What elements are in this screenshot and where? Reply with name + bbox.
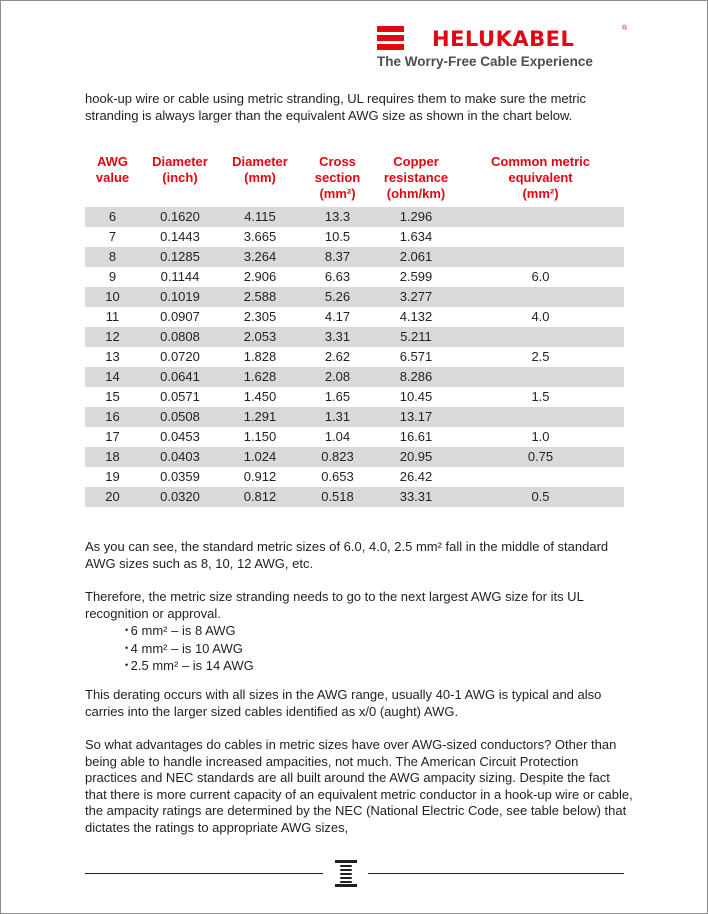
table-cell: 8: [85, 247, 140, 267]
table-cell: 0.823: [300, 447, 375, 467]
table-cell: 16: [85, 407, 140, 427]
footer-divider-right: [368, 873, 624, 874]
table-cell: 8.37: [300, 247, 375, 267]
table-cell: [457, 367, 624, 387]
table-cell: 0.0359: [140, 467, 220, 487]
table-cell: 2.08: [300, 367, 375, 387]
header-text: resistance: [383, 170, 449, 185]
table-cell: 1.450: [220, 387, 300, 407]
table-cell: 2.62: [300, 347, 375, 367]
table-cell: 0.0808: [140, 327, 220, 347]
logo-mark-icon: [377, 26, 404, 51]
table-cell: 0.0508: [140, 407, 220, 427]
table-cell: 10: [85, 287, 140, 307]
table-cell: 9: [85, 267, 140, 287]
header-text: (mm²): [319, 186, 356, 201]
header-text: AWG: [96, 154, 129, 169]
table-cell: 14: [85, 367, 140, 387]
derating-paragraph: This derating occurs with all sizes in the AWG range, usually 40-1 AWG is typical and also carries into the larger sized cables identified as x/0 (aught) AWG.: [85, 687, 602, 719]
header-text: Cross: [319, 154, 356, 169]
table-header-cell: [457, 154, 624, 207]
table-cell: 0.1443: [140, 227, 220, 247]
therefore-paragraph: Therefore, the metric size stranding needs to go to the next largest AWG size for its UL recognition or approval.: [85, 589, 584, 621]
table-header-row: [85, 154, 624, 207]
table-cell: 0.75: [457, 447, 624, 467]
table-cell: 1.296: [375, 207, 457, 227]
list-item: • 2.5 mm² – is 14 AWG: [125, 657, 254, 675]
table-row: [85, 327, 624, 347]
table-cell: 11: [85, 307, 140, 327]
advantages-paragraph: So what advantages do cables in metric sizes have over AWG-sized conductors? Other than being able to handle increased ampacities, not much. The American Circuit Protection practices and NEC standards are all built around the AWG ampacity sizing. Despite the fact that there is more current capacity of an equivalent metric conductor in a hook-up wire or cable, the ampacity ratings are determined by the NEC (National Electric Code, see table below) that dictates the ratings to appropriate AWG sizes,: [85, 737, 633, 835]
header-text: section: [314, 170, 361, 185]
table-cell: 0.912: [220, 467, 300, 487]
table-row: [85, 207, 624, 227]
table-row: [85, 247, 624, 267]
registered-mark: ®: [622, 25, 628, 32]
table-row: [85, 427, 624, 447]
table-cell: 0.1144: [140, 267, 220, 287]
metric-sizes-paragraph: As you can see, the standard metric sizes of 6.0, 4.0, 2.5 mm² fall in the middle of standard AWG sizes such as 8, 10, 12 AWG, etc.: [85, 539, 609, 571]
header-text: Diameter: [232, 154, 288, 169]
brand-tagline: The Worry-Free Cable Experience: [377, 54, 593, 69]
table-row: [85, 307, 624, 327]
table-cell: 16.61: [375, 427, 457, 447]
table-cell: 0.5: [457, 487, 624, 507]
table-cell: 10.45: [375, 387, 457, 407]
table-cell: 13.17: [375, 407, 457, 427]
table-cell: 0.0453: [140, 427, 220, 447]
table-cell: 0.0320: [140, 487, 220, 507]
table-row: [85, 267, 624, 287]
list-item: • 4 mm² – is 10 AWG: [125, 640, 254, 658]
table-cell: 2.305: [220, 307, 300, 327]
table-cell: 6: [85, 207, 140, 227]
table-cell: 1.31: [300, 407, 375, 427]
table-header-cell: [300, 154, 375, 207]
logo-wordmark: HELUKABEL: [432, 27, 575, 51]
table-cell: 3.277: [375, 287, 457, 307]
table-cell: 0.1620: [140, 207, 220, 227]
table-cell: 0.0720: [140, 347, 220, 367]
helukabel-logo: [377, 23, 629, 71]
table-cell: 2.5: [457, 347, 624, 367]
table-cell: 3.31: [300, 327, 375, 347]
table-cell: 8.286: [375, 367, 457, 387]
table-cell: 13: [85, 347, 140, 367]
header-text: equivalent: [508, 170, 573, 185]
table-cell: 6.63: [300, 267, 375, 287]
table-cell: [457, 207, 624, 227]
table-cell: 1.150: [220, 427, 300, 447]
table-cell: 7: [85, 227, 140, 247]
awg-table: [85, 154, 624, 507]
table-cell: 0.0571: [140, 387, 220, 407]
header-text: (mm²): [522, 186, 559, 201]
header-text: (mm): [244, 170, 276, 185]
table-cell: 4.115: [220, 207, 300, 227]
header-text: Diameter: [152, 154, 208, 169]
table-cell: 10.5: [300, 227, 375, 247]
header-text: Copper: [393, 154, 439, 169]
table-cell: 17: [85, 427, 140, 447]
table-cell: 3.665: [220, 227, 300, 247]
table-cell: 4.17: [300, 307, 375, 327]
table-cell: [457, 467, 624, 487]
table-cell: 13.3: [300, 207, 375, 227]
table-cell: 4.132: [375, 307, 457, 327]
table-cell: [457, 287, 624, 307]
table-row: [85, 407, 624, 427]
table-cell: 1.628: [220, 367, 300, 387]
table-cell: 1.828: [220, 347, 300, 367]
table-cell: [457, 327, 624, 347]
table-cell: 2.053: [220, 327, 300, 347]
table-cell: 1.291: [220, 407, 300, 427]
table-cell: 4.0: [457, 307, 624, 327]
table-cell: 1.04: [300, 427, 375, 447]
table-cell: 0.518: [300, 487, 375, 507]
header-text: (inch): [162, 170, 198, 185]
table-row: [85, 367, 624, 387]
table-cell: [457, 407, 624, 427]
table-cell: 26.42: [375, 467, 457, 487]
table-header-cell: [85, 154, 140, 207]
table-cell: 2.906: [220, 267, 300, 287]
table-cell: 0.1285: [140, 247, 220, 267]
table-cell: 0.0403: [140, 447, 220, 467]
table-cell: 0.0907: [140, 307, 220, 327]
table-cell: 2.588: [220, 287, 300, 307]
intro-paragraph: hook-up wire or cable using metric stranding, UL requires them to make sure the metric stranding is always larger than the equivalent AWG size as shown in the chart below.: [85, 91, 586, 123]
table-cell: 0.1019: [140, 287, 220, 307]
table-cell: 1.65: [300, 387, 375, 407]
table-cell: 33.31: [375, 487, 457, 507]
table-row: [85, 447, 624, 467]
table-cell: 0.0641: [140, 367, 220, 387]
table-cell: 18: [85, 447, 140, 467]
header-text: Common metric: [491, 154, 590, 169]
table-cell: 1.024: [220, 447, 300, 467]
table-row: [85, 487, 624, 507]
table-cell: 0.653: [300, 467, 375, 487]
table-cell: 6.0: [457, 267, 624, 287]
table-cell: 20.95: [375, 447, 457, 467]
table-cell: 6.571: [375, 347, 457, 367]
table-cell: [457, 247, 624, 267]
table-cell: 0.812: [220, 487, 300, 507]
footer-divider-left: [85, 873, 323, 874]
table-cell: 15: [85, 387, 140, 407]
list-item: • 6 mm² – is 8 AWG: [125, 622, 254, 640]
table-row: [85, 287, 624, 307]
table-cell: 19: [85, 467, 140, 487]
table-cell: 1.0: [457, 427, 624, 447]
table-cell: 2.061: [375, 247, 457, 267]
table-row: [85, 387, 624, 407]
conversion-list: [125, 622, 254, 675]
table-row: [85, 227, 624, 247]
header-text: (ohm/km): [386, 186, 446, 201]
table-cell: 12: [85, 327, 140, 347]
table-cell: 3.264: [220, 247, 300, 267]
header-text: value: [95, 170, 130, 185]
table-header-cell: [140, 154, 220, 207]
table-body: [85, 207, 624, 507]
table-cell: 5.211: [375, 327, 457, 347]
table-cell: 2.599: [375, 267, 457, 287]
table-row: [85, 347, 624, 367]
table-header-cell: [220, 154, 300, 207]
table-header-cell: [375, 154, 457, 207]
table-cell: [457, 227, 624, 247]
table-cell: 1.634: [375, 227, 457, 247]
cable-spool-icon: [335, 860, 357, 887]
table-row: [85, 467, 624, 487]
table-cell: 20: [85, 487, 140, 507]
table-cell: 1.5: [457, 387, 624, 407]
table-cell: 5.26: [300, 287, 375, 307]
